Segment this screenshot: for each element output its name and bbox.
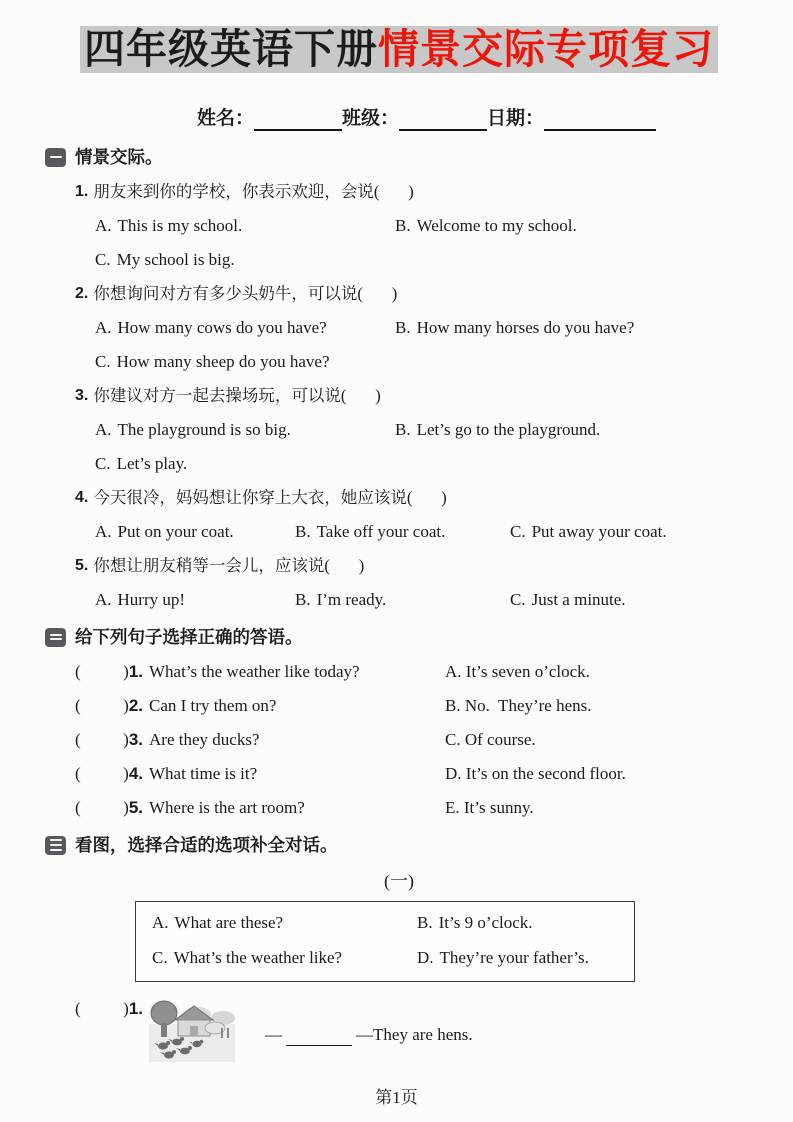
- box-option-d: D. They’re your father’s.: [417, 948, 589, 967]
- match-question: ( ) 4. What time is it?: [75, 764, 258, 783]
- dialogue-response: —They are hens.: [356, 1025, 473, 1044]
- match-question: ( ) 5. Where is the art room?: [75, 798, 305, 817]
- option-row: [95, 317, 753, 339]
- match-row: [75, 695, 753, 717]
- option-a: A. How many cows do you have?: [95, 318, 327, 337]
- question-number: 3.: [75, 387, 89, 404]
- option-a: A. Hurry up!: [95, 590, 186, 609]
- match-question: ( ) 1. What’s the weather like today?: [75, 662, 360, 681]
- question-text: 朋友来到你的学校，你表示欢迎，会说( ): [93, 182, 414, 201]
- question-stem: [75, 283, 753, 305]
- question-number: 5.: [75, 557, 89, 574]
- date-blank: [544, 109, 656, 131]
- section-one-heading: 情景交际。: [75, 147, 163, 167]
- question-text: 你想询问对方有多少头奶牛，可以说( ): [93, 284, 398, 303]
- question-text: 你想让朋友稍等一会儿，应该说( ): [93, 556, 365, 575]
- dialogue-dash: —: [265, 1025, 283, 1044]
- name-label: 姓名：: [197, 108, 255, 129]
- title-black-part: 四年级英语下册: [84, 26, 378, 72]
- match-row: [75, 763, 753, 785]
- question-stem: [75, 385, 753, 407]
- match-question: ( ) 2. Can I try them on?: [75, 696, 277, 715]
- option-box-row: [152, 912, 634, 934]
- option-a: A. Put on your coat.: [95, 522, 234, 541]
- name-blank: [254, 109, 342, 131]
- answer-parens: ( ): [75, 730, 129, 749]
- farm-hens-illustration: [147, 998, 239, 1064]
- option-row: [95, 249, 753, 271]
- box-option-c: C. What’s the weather like?: [152, 948, 343, 967]
- question-stem: [75, 487, 753, 509]
- answer-parens: ( ): [75, 798, 129, 817]
- question-text: 你建议对方一起去操场玩，可以说( ): [93, 386, 381, 405]
- class-label: 班级：: [342, 108, 400, 129]
- title-red-part: 情景交际专项复习: [378, 26, 714, 72]
- question-text: 今天很冷，妈妈想让你穿上大衣，她应该说( ): [93, 488, 447, 507]
- dialogue-item: [75, 998, 753, 1064]
- student-info-line: [197, 107, 753, 131]
- option-box-row: [152, 947, 634, 969]
- page-number: 第1页: [375, 1088, 418, 1107]
- date-label: 日期：: [487, 108, 545, 129]
- section-two-badge-icon: [45, 628, 66, 647]
- dialogue-subtitle: (一): [384, 871, 414, 891]
- page-title: [80, 26, 718, 73]
- question-stem: [75, 555, 753, 577]
- match-answer: A. It’s seven o’clock.: [445, 662, 590, 681]
- title-row: [45, 26, 753, 73]
- match-question: ( ) 3. Are they ducks?: [75, 730, 260, 749]
- option-row: [95, 419, 753, 441]
- class-blank: [399, 109, 487, 131]
- match-row: [75, 797, 753, 819]
- section-one-badge-icon: [45, 148, 66, 167]
- option-c: C. My school is big.: [95, 250, 235, 269]
- option-b: B. Welcome to my school.: [395, 216, 577, 235]
- section-three-badge-icon: [45, 836, 66, 855]
- option-b: B. Let’s go to the playground.: [395, 420, 601, 439]
- section-two-header: [45, 625, 753, 649]
- option-b: B. How many horses do you have?: [395, 318, 635, 337]
- match-row: [75, 661, 753, 683]
- option-b: B. Take off your coat.: [295, 522, 446, 541]
- section-one-header: [45, 145, 753, 169]
- answer-parens: ( ): [75, 764, 129, 783]
- section-two-heading: 给下列句子选择正确的答语。: [75, 627, 303, 647]
- section-three-heading: 看图，选择合适的选项补全对话。: [75, 835, 338, 855]
- option-c: C. Just a minute.: [510, 590, 626, 609]
- match-answer: B. No. They’re hens.: [445, 696, 592, 715]
- question-number: 1.: [75, 183, 89, 200]
- dialogue-line: [265, 1024, 473, 1046]
- option-row: [95, 521, 753, 543]
- question-number: 2.: [75, 285, 89, 302]
- box-option-b: B. It’s 9 o’clock.: [417, 913, 533, 932]
- option-row: [95, 351, 753, 373]
- match-answer: C. Of course.: [445, 730, 536, 749]
- question-number: 4.: [75, 489, 89, 506]
- question-stem: [75, 181, 753, 203]
- answer-parens: ( ): [75, 999, 129, 1018]
- match-answer: E. It’s sunny.: [445, 798, 534, 817]
- section-three-header: [45, 833, 753, 857]
- match-row: [75, 729, 753, 751]
- option-box: [135, 901, 635, 982]
- box-option-a: A. What are these?: [152, 913, 284, 932]
- option-c: C. Put away your coat.: [510, 522, 667, 541]
- option-row: [95, 215, 753, 237]
- option-row: [95, 453, 753, 475]
- match-answer: D. It’s on the second floor.: [445, 764, 626, 783]
- dialogue-number: 1.: [128, 999, 144, 1018]
- answer-parens: ( ): [75, 662, 129, 681]
- option-a: A. The playground is so big.: [95, 420, 291, 439]
- answer-parens: ( ): [75, 696, 129, 715]
- option-a: A. This is my school.: [95, 216, 243, 235]
- option-row: [95, 589, 753, 611]
- option-b: B. I’m ready.: [295, 590, 387, 609]
- fill-in-blank: [286, 1029, 352, 1046]
- option-c: C. How many sheep do you have?: [95, 352, 330, 371]
- option-c: C. Let’s play.: [95, 454, 188, 473]
